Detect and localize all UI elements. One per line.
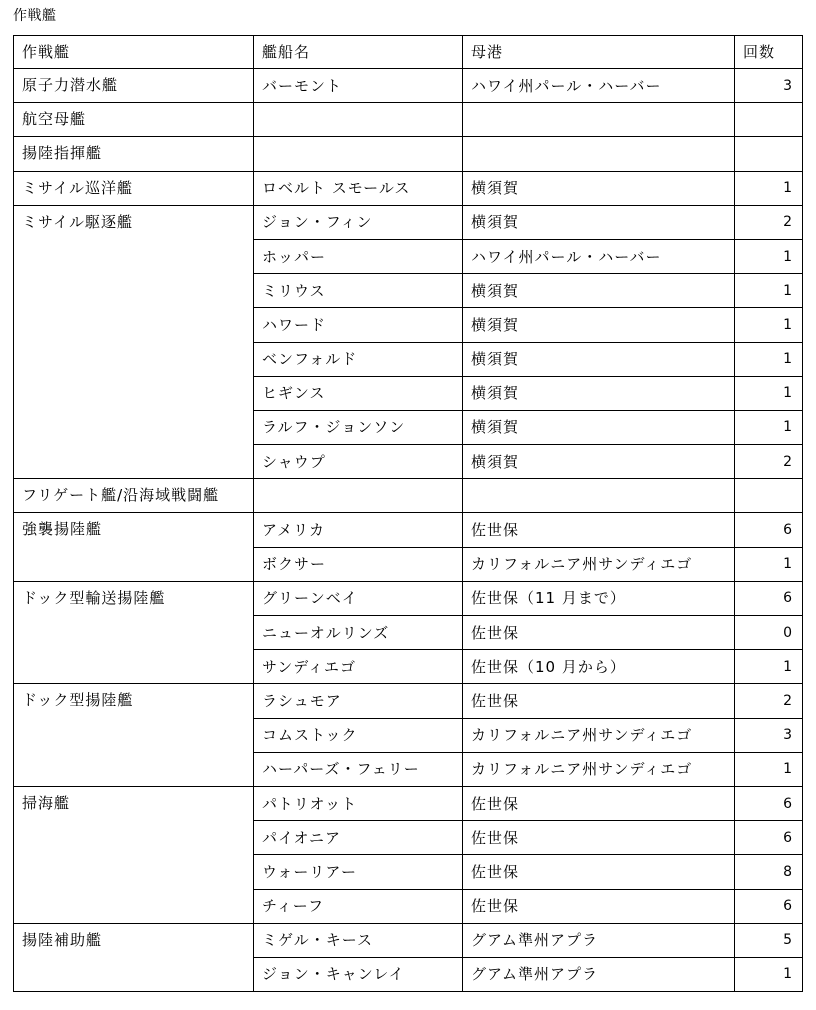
ship-name-cell: ヒギンス bbox=[254, 376, 463, 410]
ship-name-cell: ミゲル・キース bbox=[254, 923, 463, 957]
visit-count-cell: 1 bbox=[735, 171, 803, 205]
home-port-cell: 佐世保 bbox=[463, 821, 735, 855]
table-row bbox=[14, 205, 803, 239]
ship-type-cell: ミサイル駆逐艦 bbox=[14, 205, 254, 479]
table-row bbox=[14, 923, 803, 957]
home-port-cell: 横須賀 bbox=[463, 342, 735, 376]
ship-name-cell: グリーンベイ bbox=[254, 581, 463, 615]
visit-count-cell: 6 bbox=[735, 581, 803, 615]
home-port-cell bbox=[463, 103, 735, 137]
ship-name-cell: アメリカ bbox=[254, 513, 463, 547]
ship-name-cell: ジョン・キャンレイ bbox=[254, 957, 463, 991]
visit-count-cell: 1 bbox=[735, 342, 803, 376]
home-port-cell: 横須賀 bbox=[463, 308, 735, 342]
visit-count-cell bbox=[735, 137, 803, 171]
visit-count-cell: 1 bbox=[735, 957, 803, 991]
home-port-cell: カリフォルニア州サンディエゴ bbox=[463, 718, 735, 752]
ship-name-cell: ラシュモア bbox=[254, 684, 463, 718]
ship-name-cell: ホッパー bbox=[254, 239, 463, 273]
header-row bbox=[14, 36, 803, 69]
visit-count-cell: 3 bbox=[735, 718, 803, 752]
home-port-cell: 佐世保 bbox=[463, 855, 735, 889]
ship-name-cell: ハーパーズ・フェリー bbox=[254, 752, 463, 786]
table-row bbox=[14, 786, 803, 820]
home-port-cell: 横須賀 bbox=[463, 274, 735, 308]
home-port-cell: 佐世保（10 月から） bbox=[463, 650, 735, 684]
home-port-cell: グアム準州アプラ bbox=[463, 923, 735, 957]
visit-count-cell: 1 bbox=[735, 410, 803, 444]
home-port-cell: カリフォルニア州サンディエゴ bbox=[463, 752, 735, 786]
home-port-cell: 佐世保 bbox=[463, 889, 735, 923]
ship-name-cell: ロベルト スモールス bbox=[254, 171, 463, 205]
visit-count-cell: 6 bbox=[735, 786, 803, 820]
ship-type-cell: 強襲揚陸艦 bbox=[14, 513, 254, 581]
visit-count-cell: 5 bbox=[735, 923, 803, 957]
ship-type-cell: フリゲート艦/沿海域戦闘艦 bbox=[14, 479, 254, 513]
home-port-cell: ハワイ州パール・ハーバー bbox=[463, 69, 735, 103]
visit-count-cell: 0 bbox=[735, 616, 803, 650]
table-row bbox=[14, 69, 803, 103]
visit-count-cell: 1 bbox=[735, 752, 803, 786]
table-row bbox=[14, 103, 803, 137]
table-row bbox=[14, 684, 803, 718]
ship-name-cell: ハワード bbox=[254, 308, 463, 342]
table-row bbox=[14, 513, 803, 547]
home-port-cell: 佐世保（11 月まで） bbox=[463, 581, 735, 615]
visit-count-cell: 6 bbox=[735, 889, 803, 923]
visit-count-cell: 1 bbox=[735, 239, 803, 273]
visit-count-cell: 1 bbox=[735, 547, 803, 581]
home-port-cell: ハワイ州パール・ハーバー bbox=[463, 239, 735, 273]
home-port-cell: 佐世保 bbox=[463, 786, 735, 820]
ship-type-cell: ドック型揚陸艦 bbox=[14, 684, 254, 787]
ship-name-cell bbox=[254, 479, 463, 513]
home-port-cell: 佐世保 bbox=[463, 513, 735, 547]
ship-type-cell: 原子力潜水艦 bbox=[14, 69, 254, 103]
header-ship-type: 作戦艦 bbox=[14, 36, 254, 69]
ship-name-cell bbox=[254, 137, 463, 171]
ship-name-cell: パイオニア bbox=[254, 821, 463, 855]
table-row bbox=[14, 137, 803, 171]
home-port-cell: グアム準州アプラ bbox=[463, 957, 735, 991]
home-port-cell: 佐世保 bbox=[463, 616, 735, 650]
ship-name-cell: パトリオット bbox=[254, 786, 463, 820]
table-row bbox=[14, 581, 803, 615]
ship-name-cell: シャウプ bbox=[254, 445, 463, 479]
ship-type-cell: ミサイル巡洋艦 bbox=[14, 171, 254, 205]
ship-name-cell: ミリウス bbox=[254, 274, 463, 308]
ship-type-cell: 掃海艦 bbox=[14, 786, 254, 923]
ship-name-cell: サンディエゴ bbox=[254, 650, 463, 684]
ship-name-cell: ベンフォルド bbox=[254, 342, 463, 376]
home-port-cell: 佐世保 bbox=[463, 684, 735, 718]
visit-count-cell: 1 bbox=[735, 376, 803, 410]
ship-name-cell: バーモント bbox=[254, 69, 463, 103]
ship-name-cell: ニューオルリンズ bbox=[254, 616, 463, 650]
table-caption: 作戦艦 bbox=[13, 8, 57, 24]
ship-name-cell: ウォーリアー bbox=[254, 855, 463, 889]
visit-count-cell: 2 bbox=[735, 205, 803, 239]
visit-count-cell bbox=[735, 479, 803, 513]
home-port-cell: 横須賀 bbox=[463, 376, 735, 410]
ship-type-cell: ドック型輸送揚陸艦 bbox=[14, 581, 254, 684]
ship-name-cell bbox=[254, 103, 463, 137]
visit-count-cell: 1 bbox=[735, 650, 803, 684]
header-home-port: 母港 bbox=[463, 36, 735, 69]
ship-type-cell: 揚陸指揮艦 bbox=[14, 137, 254, 171]
visit-count-cell: 1 bbox=[735, 308, 803, 342]
home-port-cell: 横須賀 bbox=[463, 171, 735, 205]
home-port-cell: 横須賀 bbox=[463, 410, 735, 444]
visit-count-cell: 1 bbox=[735, 274, 803, 308]
visit-count-cell: 8 bbox=[735, 855, 803, 889]
visit-count-cell: 6 bbox=[735, 821, 803, 855]
ships-table bbox=[13, 35, 803, 992]
ship-name-cell: ボクサー bbox=[254, 547, 463, 581]
visit-count-cell: 2 bbox=[735, 684, 803, 718]
ship-name-cell: チィーフ bbox=[254, 889, 463, 923]
home-port-cell bbox=[463, 137, 735, 171]
ship-name-cell: ラルフ・ジョンソン bbox=[254, 410, 463, 444]
visit-count-cell: 2 bbox=[735, 445, 803, 479]
home-port-cell: 横須賀 bbox=[463, 445, 735, 479]
table-row bbox=[14, 479, 803, 513]
home-port-cell bbox=[463, 479, 735, 513]
visit-count-cell: 3 bbox=[735, 69, 803, 103]
home-port-cell: カリフォルニア州サンディエゴ bbox=[463, 547, 735, 581]
header-ship-name: 艦船名 bbox=[254, 36, 463, 69]
visit-count-cell bbox=[735, 103, 803, 137]
ship-type-cell: 揚陸補助艦 bbox=[14, 923, 254, 991]
visit-count-cell: 6 bbox=[735, 513, 803, 547]
ship-name-cell: ジョン・フィン bbox=[254, 205, 463, 239]
ship-name-cell: コムストック bbox=[254, 718, 463, 752]
home-port-cell: 横須賀 bbox=[463, 205, 735, 239]
table-row bbox=[14, 171, 803, 205]
ship-type-cell: 航空母艦 bbox=[14, 103, 254, 137]
header-count: 回数 bbox=[735, 36, 803, 69]
